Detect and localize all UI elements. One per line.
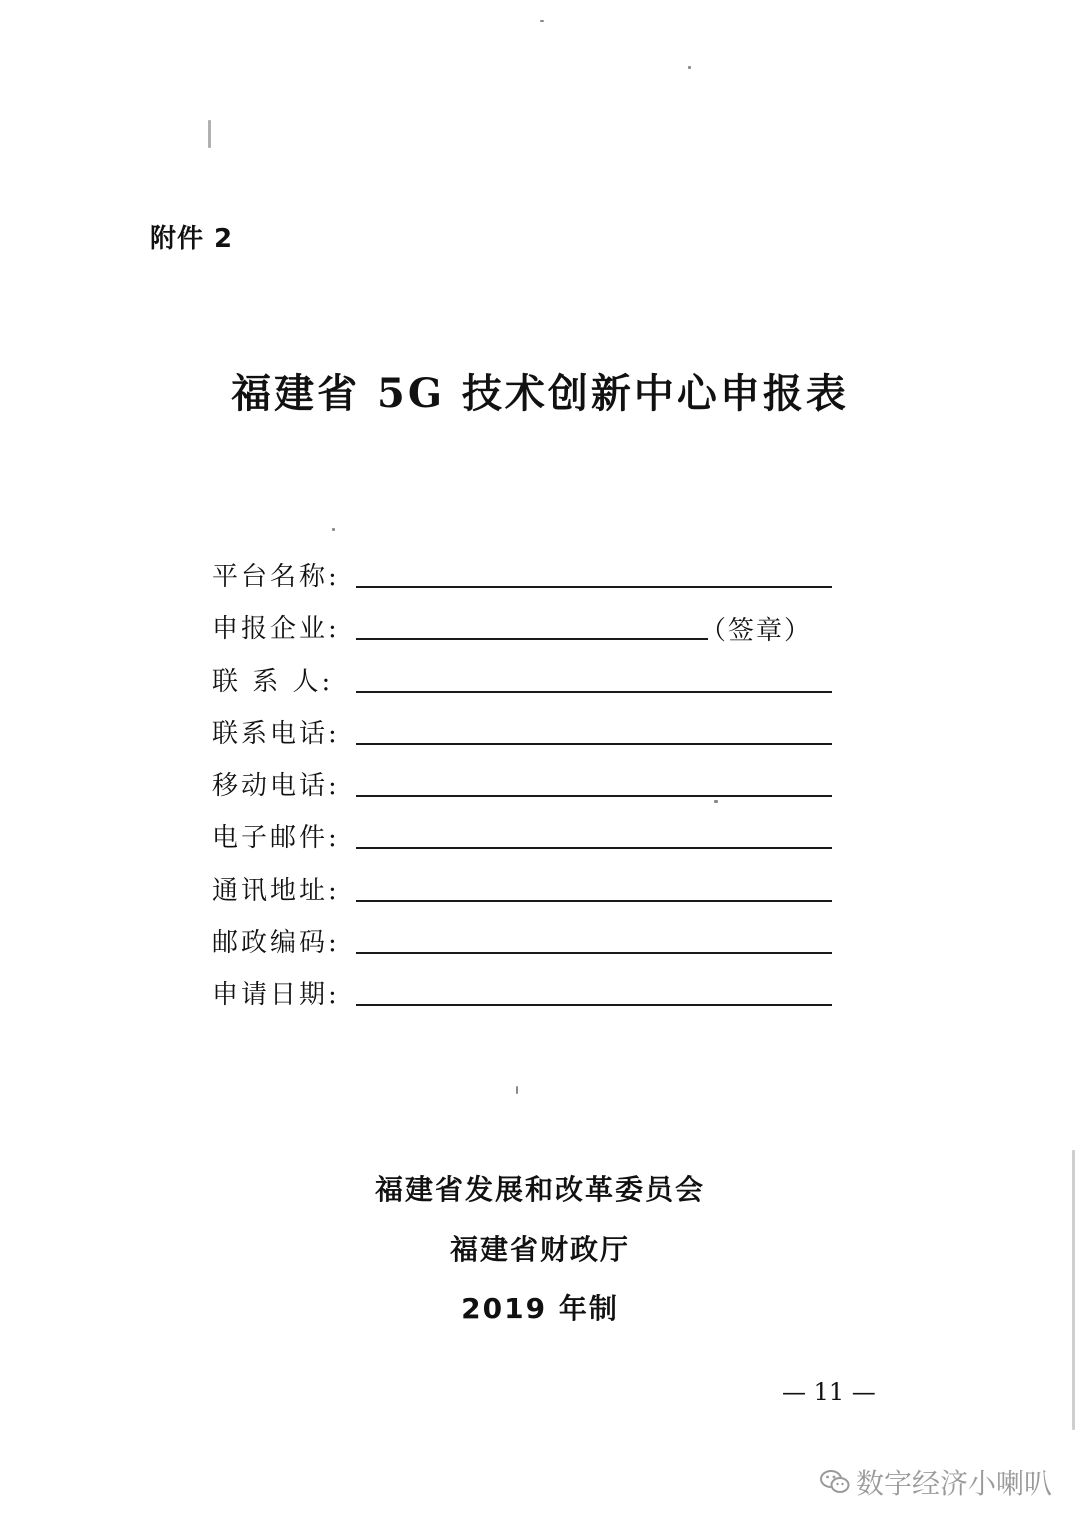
- issuer-ndrc: 福建省发展和改革委员会: [374, 1173, 705, 1206]
- scan-speck: [332, 528, 335, 531]
- applicant-company-field[interactable]: [356, 638, 708, 640]
- field-label: 申报企业:: [212, 614, 340, 645]
- contact-phone-field[interactable]: [356, 743, 832, 745]
- field-label: 电子邮件:: [212, 823, 340, 854]
- field-label: 移动电话:: [212, 771, 340, 802]
- application-form: [212, 548, 832, 1019]
- seal-note: （签章）: [699, 616, 812, 647]
- issuer-finance-dept: 福建省财政厅: [449, 1233, 630, 1266]
- document-title: 福建省 5G 技术创新中心申报表: [231, 370, 849, 417]
- contact-person-field[interactable]: [356, 691, 832, 693]
- mobile-phone-field[interactable]: [356, 795, 832, 797]
- email-field[interactable]: [356, 847, 832, 849]
- form-row-email: [212, 809, 832, 861]
- field-label: 平台名称:: [212, 562, 340, 592]
- field-label: 邮政编码:: [212, 928, 340, 959]
- scan-speck: [688, 66, 691, 69]
- postal-code-field[interactable]: [356, 952, 832, 954]
- form-row-contact-phone: [212, 705, 832, 757]
- form-row-platform-name: [212, 548, 832, 600]
- form-row-contact-person: [212, 653, 832, 705]
- mailing-address-field[interactable]: [356, 900, 832, 902]
- field-label: 申请日期:: [212, 980, 340, 1011]
- application-date-field[interactable]: [356, 1004, 832, 1006]
- scan-speck: [516, 1086, 518, 1094]
- scan-speck: [540, 20, 544, 22]
- attachment-label: 附件 2: [150, 224, 234, 254]
- page-number: — 11 —: [782, 1378, 876, 1406]
- form-row-mobile-phone: [212, 757, 832, 809]
- form-row-application-date: [212, 966, 832, 1018]
- form-row-mailing-address: [212, 862, 832, 914]
- form-row-applicant-company: [212, 600, 832, 652]
- scan-speck: [208, 120, 211, 148]
- form-row-postal-code: [212, 914, 832, 966]
- field-label: 联 系 人:: [212, 666, 334, 697]
- platform-name-field[interactable]: [356, 586, 832, 588]
- field-label: 通讯地址:: [212, 875, 340, 906]
- field-label: 联系电话:: [212, 718, 340, 749]
- watermark-text: 数字经济小喇叭: [856, 1467, 1053, 1500]
- watermark: [820, 1462, 1052, 1502]
- issue-year: 2019 年制: [461, 1292, 619, 1325]
- wechat-icon: [820, 1469, 850, 1495]
